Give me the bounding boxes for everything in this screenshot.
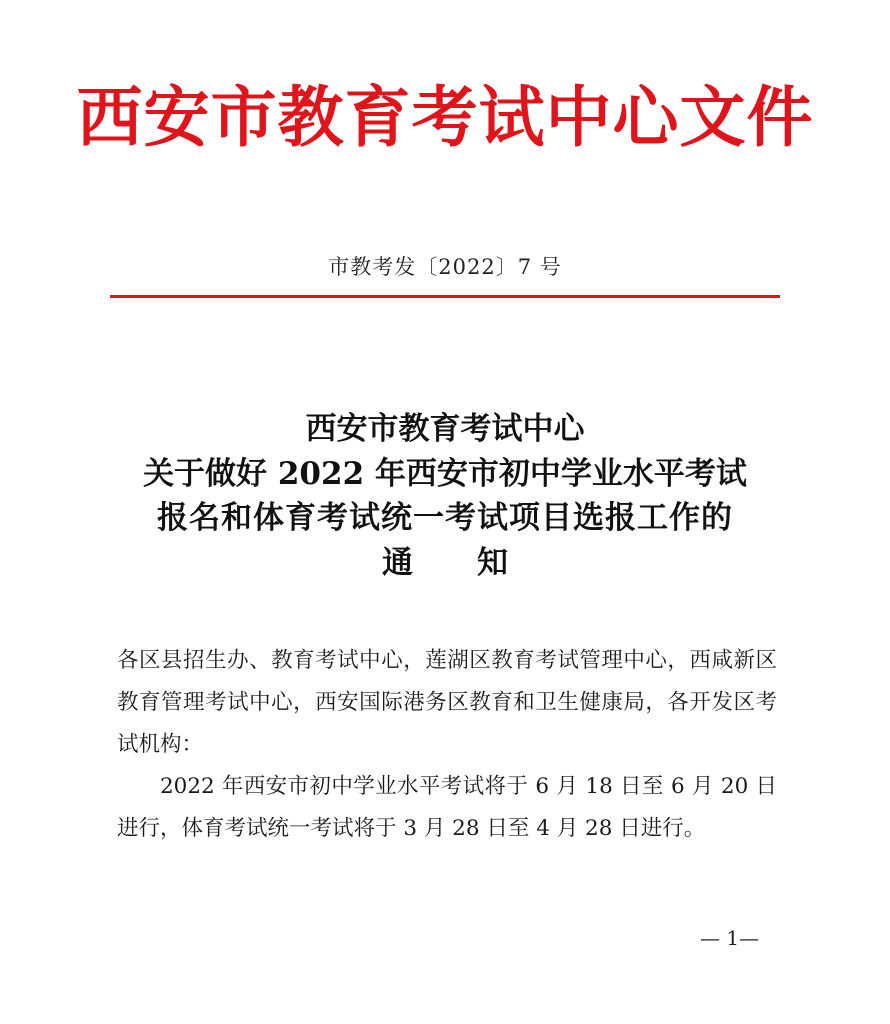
title-line-1: 西安市教育考试中心 — [305, 411, 585, 447]
title-char-zhi: 知 — [477, 544, 508, 581]
notice-title — [0, 407, 890, 585]
title-char-tong: 通 — [382, 544, 413, 581]
notice-body — [117, 640, 777, 850]
title-line-3: 报名和体育考试统一考试项目选报工作的 — [157, 500, 733, 536]
page-number: — 1— — [700, 926, 760, 950]
red-divider-line — [110, 295, 780, 298]
addressees-paragraph: 各区县招生办、教育考试中心，莲湖区教育考试管理中心，西咸新区教育管理考试中心，西安国际港务区教育和卫生健康局，各开发区考试机构： — [117, 648, 777, 757]
document-number: 市教考发〔2022〕7 号 — [328, 255, 562, 279]
document-issuer-header: 西安市教育考试中心文件 — [76, 79, 814, 156]
title-line-2: 关于做好 2022 年西安市初中学业水平考试 — [143, 455, 747, 492]
body-paragraph-1: 2022 年西安市初中学业水平考试将于 6 月 18 日至 6 月 20 日进行，体育考试统一考试将于 3 月 28 日至 4 月 28 日进行。 — [117, 774, 777, 841]
title-line-4 — [0, 541, 890, 586]
